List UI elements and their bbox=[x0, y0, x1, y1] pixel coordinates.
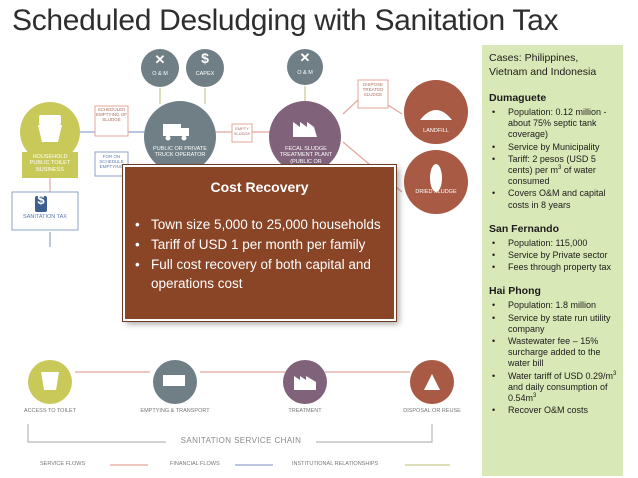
dried-sludge-label: DRIED SLUDGE bbox=[415, 189, 457, 195]
dollar-icon: $ bbox=[201, 50, 209, 66]
chain-disposal-label: DISPOSAL OR REUSE bbox=[403, 408, 461, 414]
wheat-icon bbox=[430, 164, 442, 192]
case-list bbox=[489, 238, 617, 274]
list-item: • Population: 115,000 bbox=[489, 238, 617, 249]
truck-operator-circle bbox=[144, 101, 216, 173]
on-schedule-label: FOR ON SCHEDULE EMPTYING bbox=[99, 154, 124, 170]
om-left-label: O & M bbox=[152, 71, 168, 77]
list-item: • Wastewater fee – 15% surcharge added to the water bill bbox=[489, 336, 617, 370]
list-item: • Population: 0.12 million - about 75% septic tank coverage) bbox=[489, 107, 617, 141]
list-item: • Covers O&M and capital costs in 8 years bbox=[489, 188, 617, 210]
list-item: • Town size 5,000 to 25,000 households bbox=[133, 215, 395, 234]
cost-recovery-list bbox=[133, 215, 395, 294]
treatment-plant-label: FECAL SLUDGE TREATMENT PLANT (PUBLIC OR bbox=[279, 146, 333, 165]
case-city-title: Hai Phong bbox=[489, 285, 541, 298]
case-list bbox=[489, 107, 617, 211]
empty-sludge-label: EMPTY SLUDGE bbox=[233, 126, 251, 136]
dispose-label: DISPOSE TREATED SLUDGE bbox=[362, 82, 384, 98]
cost-recovery-title: Cost Recovery bbox=[210, 179, 309, 195]
list-item: • Tariff of USD 1 per month per family bbox=[133, 235, 395, 254]
tools-icon: ✕ bbox=[154, 52, 166, 67]
truck-icon-wheel bbox=[166, 136, 171, 141]
list-item: • Service by state run utility company bbox=[489, 313, 617, 335]
truck-operator-label: PUBLIC OR PRIVATE TRUCK OPERATOR bbox=[153, 146, 207, 159]
list-item: • Water tariff of USD $0.29/m^3$ and daily consumption of $0.54m^3$ bbox=[489, 371, 617, 405]
legend-financial-label: FINANCIAL FLOWS bbox=[170, 461, 220, 467]
household-label: HOUSEHOLD PUBLIC TOILET BUSINESS bbox=[29, 154, 71, 173]
toilet-icon-bowl bbox=[38, 125, 62, 142]
truck-icon bbox=[163, 124, 181, 136]
chain-title: SANITATION SERVICE CHAIN bbox=[166, 436, 316, 445]
cases-intro: Cases: Philippines, Vietnam and Indonesia bbox=[489, 52, 597, 78]
list-item: • Fees through property tax bbox=[489, 262, 617, 273]
cases-sidebar bbox=[482, 45, 623, 476]
list-item: • Full cost recovery of both capital and operations cost bbox=[133, 255, 395, 293]
capex-label: CAPEX bbox=[195, 71, 215, 77]
sanitation-tax-label: SANITATION TAX bbox=[23, 214, 67, 220]
sanitation-tax-dollar-icon: $ bbox=[37, 192, 45, 207]
case-list bbox=[489, 300, 617, 416]
list-item: • Service by Private sector bbox=[489, 250, 617, 261]
list-item: • Recover O&M costs bbox=[489, 405, 617, 416]
list-item: • Tariff: 2 pesos (USD 5 cents) per $m^3$ of water consumed bbox=[489, 154, 617, 188]
legend-service-label: SERVICE FLOWS bbox=[40, 461, 86, 467]
slide-title: Scheduled Desludging with Sanitation Tax bbox=[12, 4, 559, 37]
case-city-title: San Fernando bbox=[489, 222, 560, 235]
legend-institutional-label: INSTITUTIONAL RELATIONSHIPS bbox=[292, 461, 379, 467]
toilet-small-icon bbox=[41, 372, 59, 390]
case-city-title: Dumaguete bbox=[489, 92, 547, 104]
chain-access-label: ACCESS TO TOILET bbox=[23, 408, 77, 414]
tools-icon: ✕ bbox=[299, 50, 311, 65]
truck-icon-wheel bbox=[182, 136, 187, 141]
cost-recovery-box bbox=[123, 165, 396, 321]
chain-treatment-label: TREATMENT bbox=[288, 408, 322, 414]
toilet-icon bbox=[39, 115, 61, 125]
list-item: • Population: 1.8 million bbox=[489, 300, 617, 311]
truck-icon-cab bbox=[181, 128, 189, 136]
scheduled-emptying-label: SCHEDULED EMPTYING OF SLUDGE bbox=[95, 107, 127, 123]
om-right-label: O & M bbox=[297, 70, 313, 76]
chain-emptying-label: EMPTYING & TRANSPORT bbox=[140, 408, 210, 414]
truck-small-icon bbox=[163, 375, 185, 386]
landfill-label: LANDFILL bbox=[423, 128, 449, 134]
list-item: • Service by Municipality bbox=[489, 142, 617, 153]
